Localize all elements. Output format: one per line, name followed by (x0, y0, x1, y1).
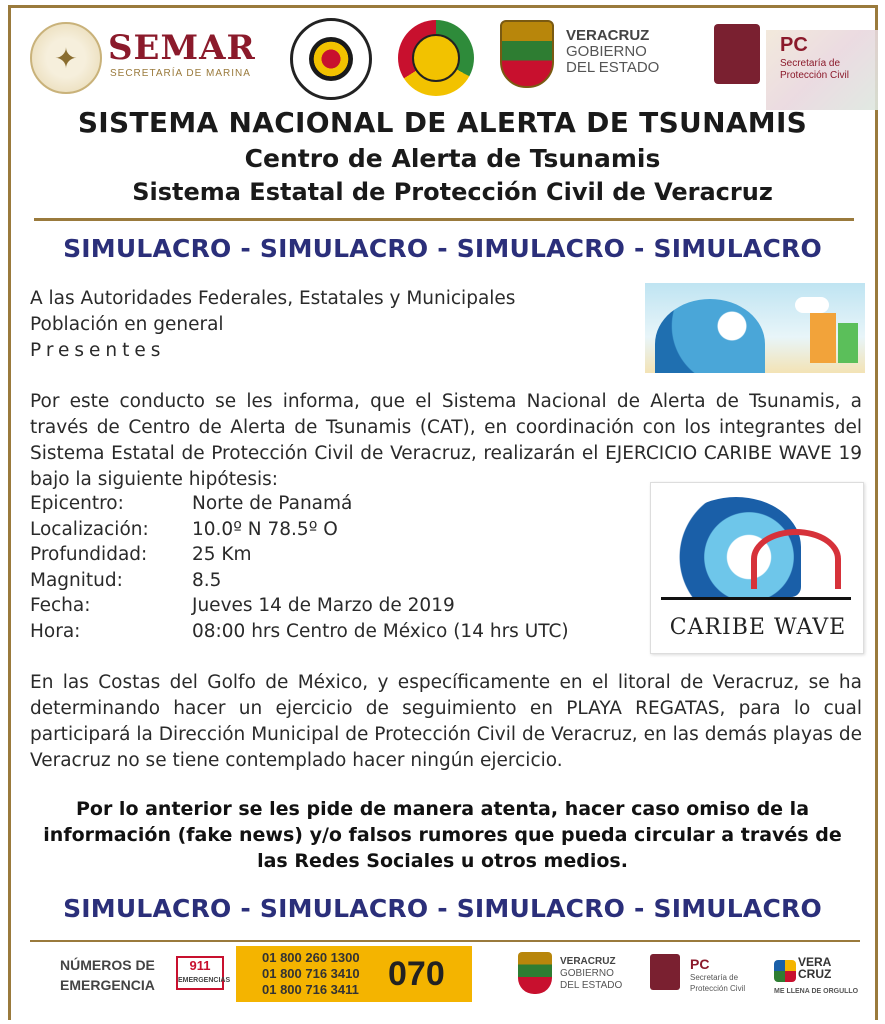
gob-line1: VERACRUZ (566, 27, 650, 44)
caribe-wave-logo-image (650, 482, 864, 654)
subtitle-center: Centro de Alerta de Tsunamis (244, 144, 661, 173)
hypothesis-value: 08:00 hrs Centro de México (14 hrs UTC) (192, 620, 569, 642)
simulacro-banner-bottom: SIMULACRO - SIMULACRO - SIMULACRO - SIMULACRO (63, 894, 822, 923)
fake-news-notice: Por lo anterior se les pide de manera atenta, hacer caso omiso de la información (fake news) y/o falsos rumores que pueda circular a través de las Redes Sociales u otros medios. (43, 798, 842, 872)
hypothesis-value: 25 Km (192, 544, 252, 565)
coast-paragraph: En las Costas del Golfo de México, y específicamente en el litoral de Veracruz, se ha determinando hacer un ejercicio de seguimiento en PLAYA REGATAS, para lo cual participará la Dirección Municipal de Protección Civil de Veracruz, en las demás playas de Veracruz no se tiene contemplado hacer ningún ejercicio. (30, 672, 862, 771)
footer-divider (30, 940, 860, 942)
wave-icon (655, 299, 765, 373)
semar-subtitle: SECRETARÍA DE MARINA (110, 68, 251, 79)
tsunami-alert-system-logo (290, 18, 372, 100)
caribe-wave-label: CARIBE WAVE (669, 615, 847, 640)
phone-number: 01 800 716 3410 (262, 966, 360, 981)
hypothesis-row (30, 568, 569, 594)
gob-line2: GOBIERNO (566, 42, 647, 60)
hypothesis-label: Hora: (30, 620, 81, 642)
number-070: 070 (388, 955, 445, 993)
greeting-line1: A las Autoridades Federales, Estatales y Municipales (30, 288, 516, 309)
tsunami-alert-center-logo (398, 20, 474, 96)
logo-baseline (661, 597, 851, 600)
veracruz-shield-logo (500, 20, 554, 88)
vc-line2: CRUZ (798, 967, 832, 981)
greeting-line2: Población en general (30, 314, 224, 335)
hypothesis-value: 8.5 (192, 569, 222, 591)
mexico-seal-logo (30, 22, 102, 94)
tsunami-illustration-image (645, 283, 865, 373)
emergency-numbers-label (60, 955, 155, 995)
hypothesis-label: Localización: (30, 518, 149, 540)
semar-logo-text: SEMAR (108, 28, 256, 68)
intro-paragraph: Por este conducto se les informa, que el Sistema Nacional de Alerta de Tsunamis, a través de Centro de Alerta de Tsunamis (CAT), en coordinación con los integrantes del Sistema Estatal de Protección Civil de Veracruz, realizarán el EJERCICIO CARIBE WAVE 19 bajo la siguiente hipótesis: (30, 391, 862, 490)
veracruz-brand-slogan: ME LLENA DE ORGULLO (774, 988, 859, 995)
tsunami-emblem-icon (309, 37, 353, 81)
greeting-line3: Presentes (30, 340, 166, 361)
greeting-block (30, 286, 590, 364)
eagle-icon: ✦ (54, 41, 78, 75)
gob-line3: DEL ESTADO (566, 58, 660, 76)
emergency-line2: EMERGENCIA (60, 977, 155, 993)
cloud-icon (795, 297, 829, 313)
veracruz-brand-text (798, 956, 831, 980)
simulacro-banner-top: SIMULACRO - SIMULACRO - SIMULACRO - SIMULACRO (63, 234, 822, 263)
hypothesis-value: 10.0º N 78.5º O (192, 518, 338, 540)
hypothesis-value: Norte de Panamá (192, 493, 353, 514)
civil-protection-shield-logo (714, 24, 760, 84)
phone-numbers-list (262, 950, 360, 998)
emergency-911-logo (176, 956, 231, 990)
cat-emblem-icon (412, 34, 460, 82)
footer-pc-title: PC (690, 956, 710, 972)
vc-line1: VERA (798, 955, 832, 969)
hypothesis-label: Fecha: (30, 595, 91, 616)
hypothesis-row (30, 619, 569, 645)
veracruz-government-logo-text (566, 28, 659, 75)
hypothesis-label: Magnitud: (30, 569, 123, 591)
hypothesis-row (30, 517, 569, 543)
hypothesis-label: Epicentro: (30, 493, 124, 514)
hypothesis-row (30, 593, 569, 619)
footer-veracruz-government-text (560, 956, 622, 992)
n911-subtitle: EMERGENCIAS (178, 977, 231, 984)
footer-pc-sub2: Protección Civil (690, 984, 746, 993)
footer-gob-line3: DEL ESTADO (560, 980, 623, 991)
phone-number: 01 800 716 3411 (262, 982, 359, 997)
frame-top-border (8, 5, 878, 8)
building-icon (810, 313, 836, 363)
main-title: SISTEMA NACIONAL DE ALERTA DE TSUNAMIS (77, 106, 808, 139)
signal-icon (751, 529, 841, 589)
hypothesis-row (30, 542, 569, 568)
veracruz-brand-icon (774, 960, 796, 982)
footer-gob-line2: GOBIERNO (560, 968, 614, 979)
phone-number: 01 800 260 1300 (262, 950, 360, 965)
footer-pc-sub1: Secretaría de (690, 973, 739, 982)
pc-logo-text: PC (780, 34, 808, 56)
gold-divider (34, 218, 854, 221)
pc-logo-subtitle: Secretaría de Protección Civil (780, 58, 849, 81)
hypothesis-value: Jueves 14 de Marzo de 2019 (192, 595, 455, 616)
footer-gob-line1: VERACRUZ (560, 956, 616, 967)
n911-number: 911 (189, 958, 211, 973)
hypothesis-label: Profundidad: (30, 544, 148, 565)
footer-pc-shield-logo (650, 954, 680, 990)
hypothesis-row (30, 491, 569, 517)
footer-veracruz-shield-logo (518, 952, 552, 994)
building-icon (838, 323, 858, 363)
emergency-line1: NÚMEROS DE (60, 957, 155, 973)
footer-pc-text (690, 956, 745, 994)
subtitle-state-system: Sistema Estatal de Protección Civil de Veracruz (132, 178, 773, 206)
hypothesis-list (30, 491, 569, 644)
